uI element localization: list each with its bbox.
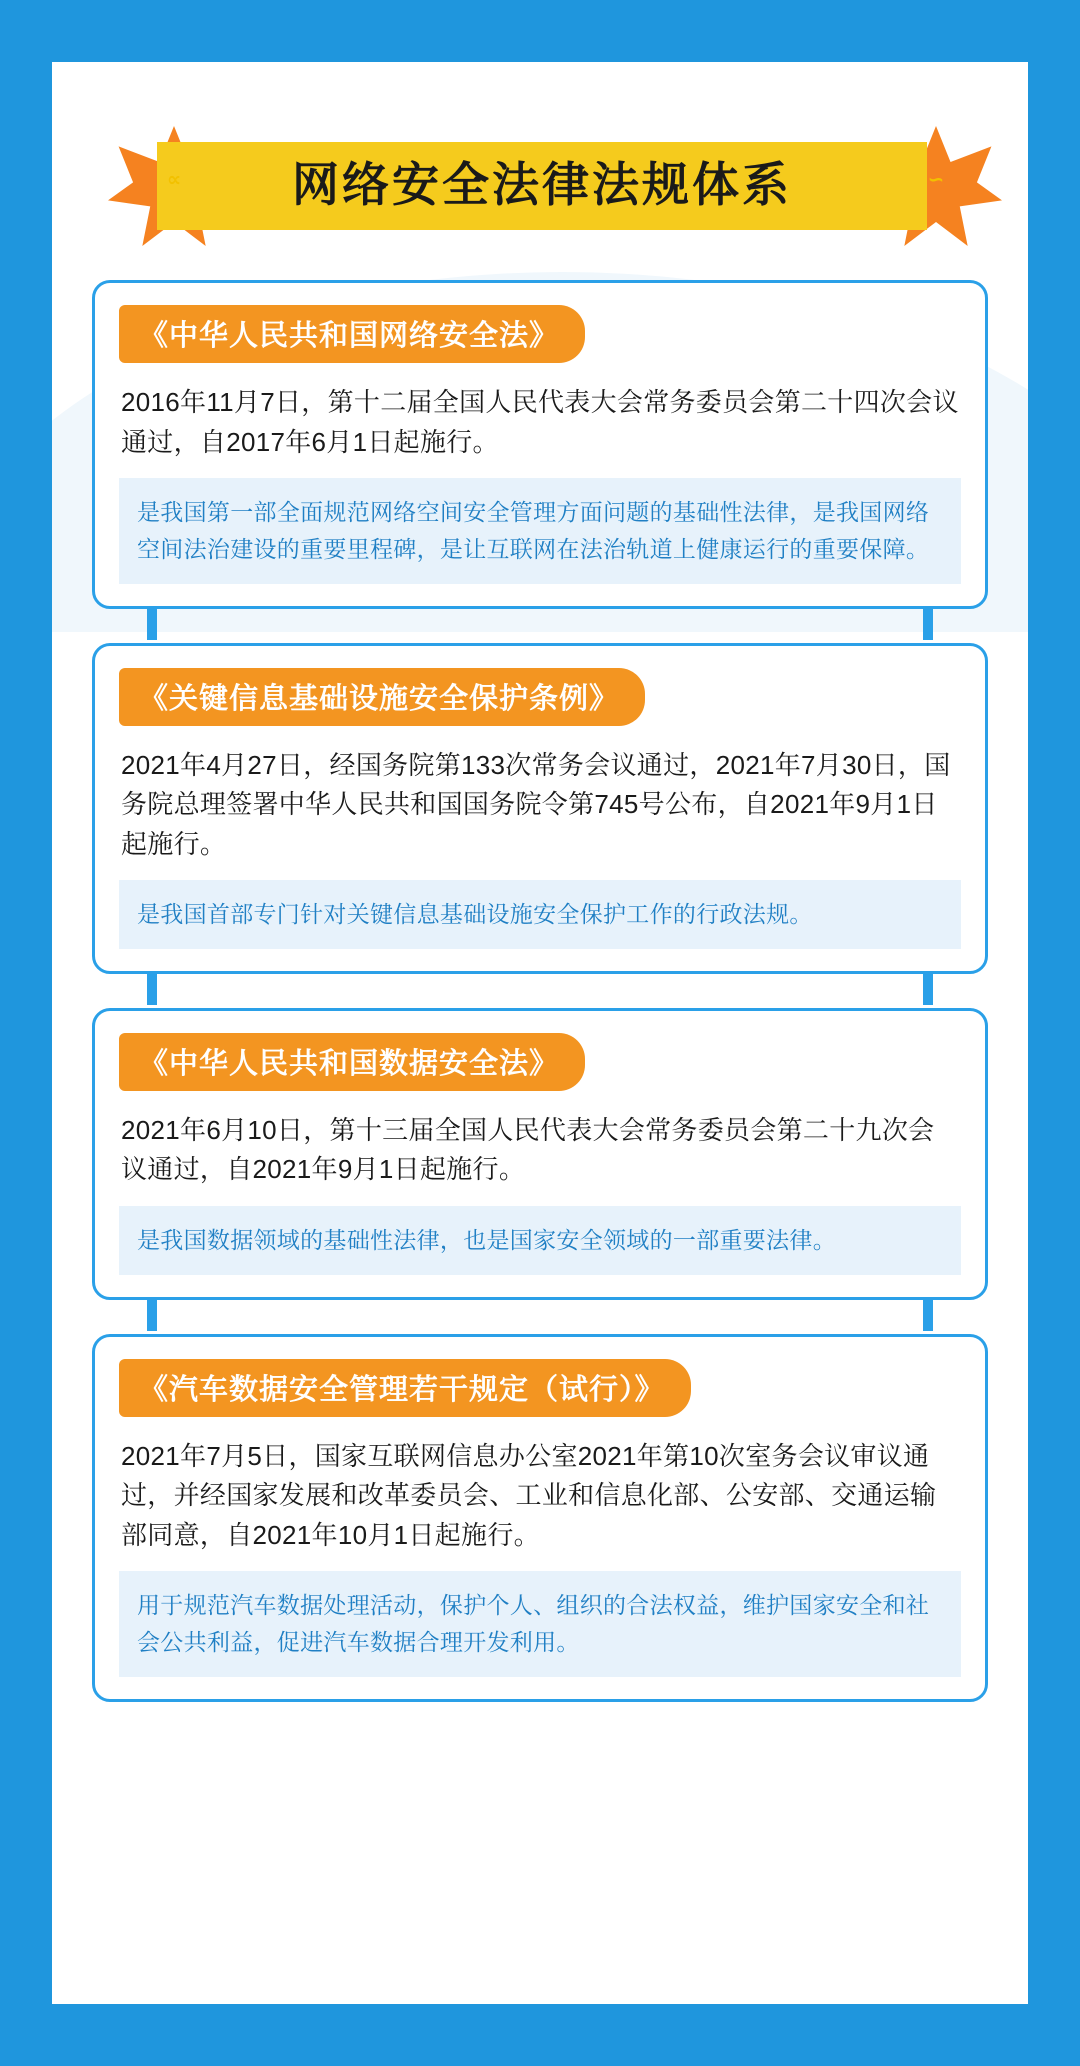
law-card-list [92,280,988,1702]
poster-header [52,118,1028,254]
card-connector-right [923,971,933,1005]
card-connector-right [923,606,933,640]
card-connector-right [923,1297,933,1331]
card-connector-left [147,606,157,640]
law-card [92,1008,988,1300]
law-card [92,643,988,974]
law-title: 《中华人民共和国数据安全法》 [119,1033,585,1091]
title-banner [157,142,927,230]
law-note: 是我国首部专门针对关键信息基础设施安全保护工作的行政法规。 [119,880,961,949]
star-right-glyph: ∽ [927,167,945,191]
law-title: 《关键信息基础设施安全保护条例》 [119,668,645,726]
card-connector-left [147,1297,157,1331]
law-body: 2016年11月7日，第十二届全国人民代表大会常务委员会第二十四次会议通过，自2017年6月1日起施行。 [121,387,959,457]
card-connector-left [147,971,157,1005]
law-title: 《汽车数据安全管理若干规定（试行）》 [119,1359,691,1417]
law-card [92,280,988,609]
content-sheet [52,62,1028,2004]
law-title: 《中华人民共和国网络安全法》 [119,305,585,363]
page-title: 网络安全法律法规体系 [292,158,792,213]
law-note: 是我国第一部全面规范网络空间安全管理方面问题的基础性法律，是我国网络空间法治建设的重要里程碑，是让互联网在法治轨道上健康运行的重要保障。 [119,478,961,584]
law-body: 2021年6月10日，第十三届全国人民代表大会常务委员会第二十九次会议通过，自2021年9月1日起施行。 [121,1114,935,1185]
law-card [92,1334,988,1702]
law-note: 是我国数据领域的基础性法律，也是国家安全领域的一部重要法律。 [119,1206,961,1275]
law-note: 用于规范汽车数据处理活动，保护个人、组织的合法权益，维护国家安全和社会公共利益，促进汽车数据合理开发利用。 [119,1571,961,1677]
law-body: 2021年4月27日，经国务院第133次常务会议通过，2021年7月30日，国务院总理签署中华人民共和国国务院令第745号公布，自2021年9月1日起施行。 [121,749,951,859]
law-body: 2021年7月5日，国家互联网信息办公室2021年第10次室务会议审议通过，并经国家发展和改革委员会、工业和信息化部、公安部、交通运输部同意，自2021年10月1日起施行。 [121,1440,937,1550]
star-left-glyph: ∝ [166,167,182,191]
